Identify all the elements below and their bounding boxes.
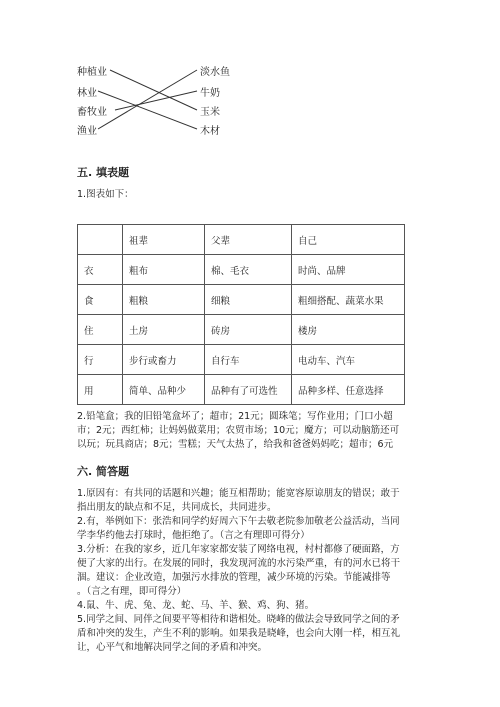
right-item-fish: 淡水鱼 xyxy=(200,67,230,78)
table-cell: 粗布 xyxy=(123,255,205,285)
answer-line: 3.分析：在我的家乡，近几年家家都安装了网络电视，村村都修了硬面路，方 xyxy=(77,544,400,555)
q2-line: 以玩；玩具商店；8元；雪糕；天气太热了，给我和爸爸妈妈吃；超市；6元 xyxy=(77,439,394,450)
table-cell: 楼房 xyxy=(292,315,405,345)
matching-lines xyxy=(0,0,500,160)
table-cell: 粗细搭配、蔬菜水果 xyxy=(292,285,405,315)
comparison-table xyxy=(77,224,405,405)
section5-title: 五. 填表题 xyxy=(77,166,130,179)
answer-line: 涸。建议：企业改造，加强污水排放的管理，减少环境的污染。节能减排等 xyxy=(77,572,391,583)
table-cell: 行 xyxy=(78,345,123,375)
left-item-husbandry: 畜牧业 xyxy=(77,107,107,118)
table-cell: 食 xyxy=(78,285,123,315)
table-cell: 步行或畜力 xyxy=(123,345,205,375)
table-cell: 简单、品种少 xyxy=(123,375,205,405)
left-item-forestry: 林业 xyxy=(77,88,97,99)
table-cell: 用 xyxy=(78,375,123,405)
table-row xyxy=(78,315,405,345)
right-item-wood: 木材 xyxy=(200,126,220,137)
table-row xyxy=(78,375,405,405)
section6-title: 六. 简答题 xyxy=(77,465,130,478)
table-row xyxy=(78,285,405,315)
table-header-cell xyxy=(78,225,123,255)
table-cell: 时尚、品牌 xyxy=(292,255,405,285)
answer-line: 让，心平气和地解决同学之间的矛盾和冲突。 xyxy=(77,642,268,653)
right-item-milk: 牛奶 xyxy=(200,88,220,99)
answer-line: 5.同学之间、同伴之间要平等相待和谐相处。晓峰的做法会导致同学之间的矛 xyxy=(77,614,400,625)
table-cell: 细粮 xyxy=(205,285,292,315)
table-header-cell: 祖辈 xyxy=(123,225,205,255)
q1-label: 1.图表如下： xyxy=(77,189,134,200)
table-cell: 土房 xyxy=(123,315,205,345)
left-item-fishery: 渔业 xyxy=(77,126,97,137)
answer-line: 指出朋友的缺点和不足，共同成长，共同进步。 xyxy=(77,502,277,513)
answer-line: 便了大家的出行。在发展的同时，我发现河流的水污染严重，有的河水已将干 xyxy=(77,558,401,569)
table-row xyxy=(78,255,405,285)
q2-line: 市；2元；西红柿；让妈妈做菜用；农贸市场；10元；魔方；可以动脑筋还可 xyxy=(77,425,400,436)
table-cell: 电动车、汽车 xyxy=(292,345,405,375)
table-cell: 棉、毛衣 xyxy=(205,255,292,285)
answer-line: 2.有，举例如下：张浩和同学约好周六下午去敬老院参加敬老公益活动，当同 xyxy=(77,516,400,527)
table-cell: 自行车 xyxy=(205,345,292,375)
table-cell: 品种有了可选性 xyxy=(205,375,292,405)
match-line-fishery-fish xyxy=(98,70,197,129)
answer-line: 学李华约他去打球时，他拒绝了。（言之有理即可得分） xyxy=(77,530,310,541)
match-line-planting-corn xyxy=(110,70,197,110)
table-header-row xyxy=(78,225,405,255)
right-item-corn: 玉米 xyxy=(200,107,220,118)
answer-line: 1.原因有：有共同的话题和兴趣；能互相帮助；能宽容原谅朋友的错误；敢于 xyxy=(77,488,400,499)
table-cell: 衣 xyxy=(78,255,123,285)
table-cell: 砖房 xyxy=(205,315,292,345)
answer-line: 盾和冲突的发生，产生不利的影响。如果我是晓峰，也会向大刚一样，相互礼 xyxy=(77,628,401,639)
match-line-husbandry-milk xyxy=(115,91,197,110)
table-header-cell: 自己 xyxy=(292,225,405,255)
left-item-planting: 种植业 xyxy=(77,67,107,78)
table-header-cell: 父辈 xyxy=(205,225,292,255)
table-cell: 粗粮 xyxy=(123,285,205,315)
q2-line: 2.铅笔盒；我的旧铅笔盒坏了；超市；21元；圆珠笔；写作业用；门口小超 xyxy=(77,411,393,422)
match-line-forestry-wood xyxy=(98,91,197,129)
answer-line: 4.鼠、牛、虎、兔、龙、蛇、马、羊、猴、鸡、狗、猪。 xyxy=(77,600,315,611)
table-cell: 住 xyxy=(78,315,123,345)
answer-line: 。（言之有理，即可得分） xyxy=(77,586,187,597)
table-cell: 品种多样、任意选择 xyxy=(292,375,405,405)
table-row xyxy=(78,345,405,375)
